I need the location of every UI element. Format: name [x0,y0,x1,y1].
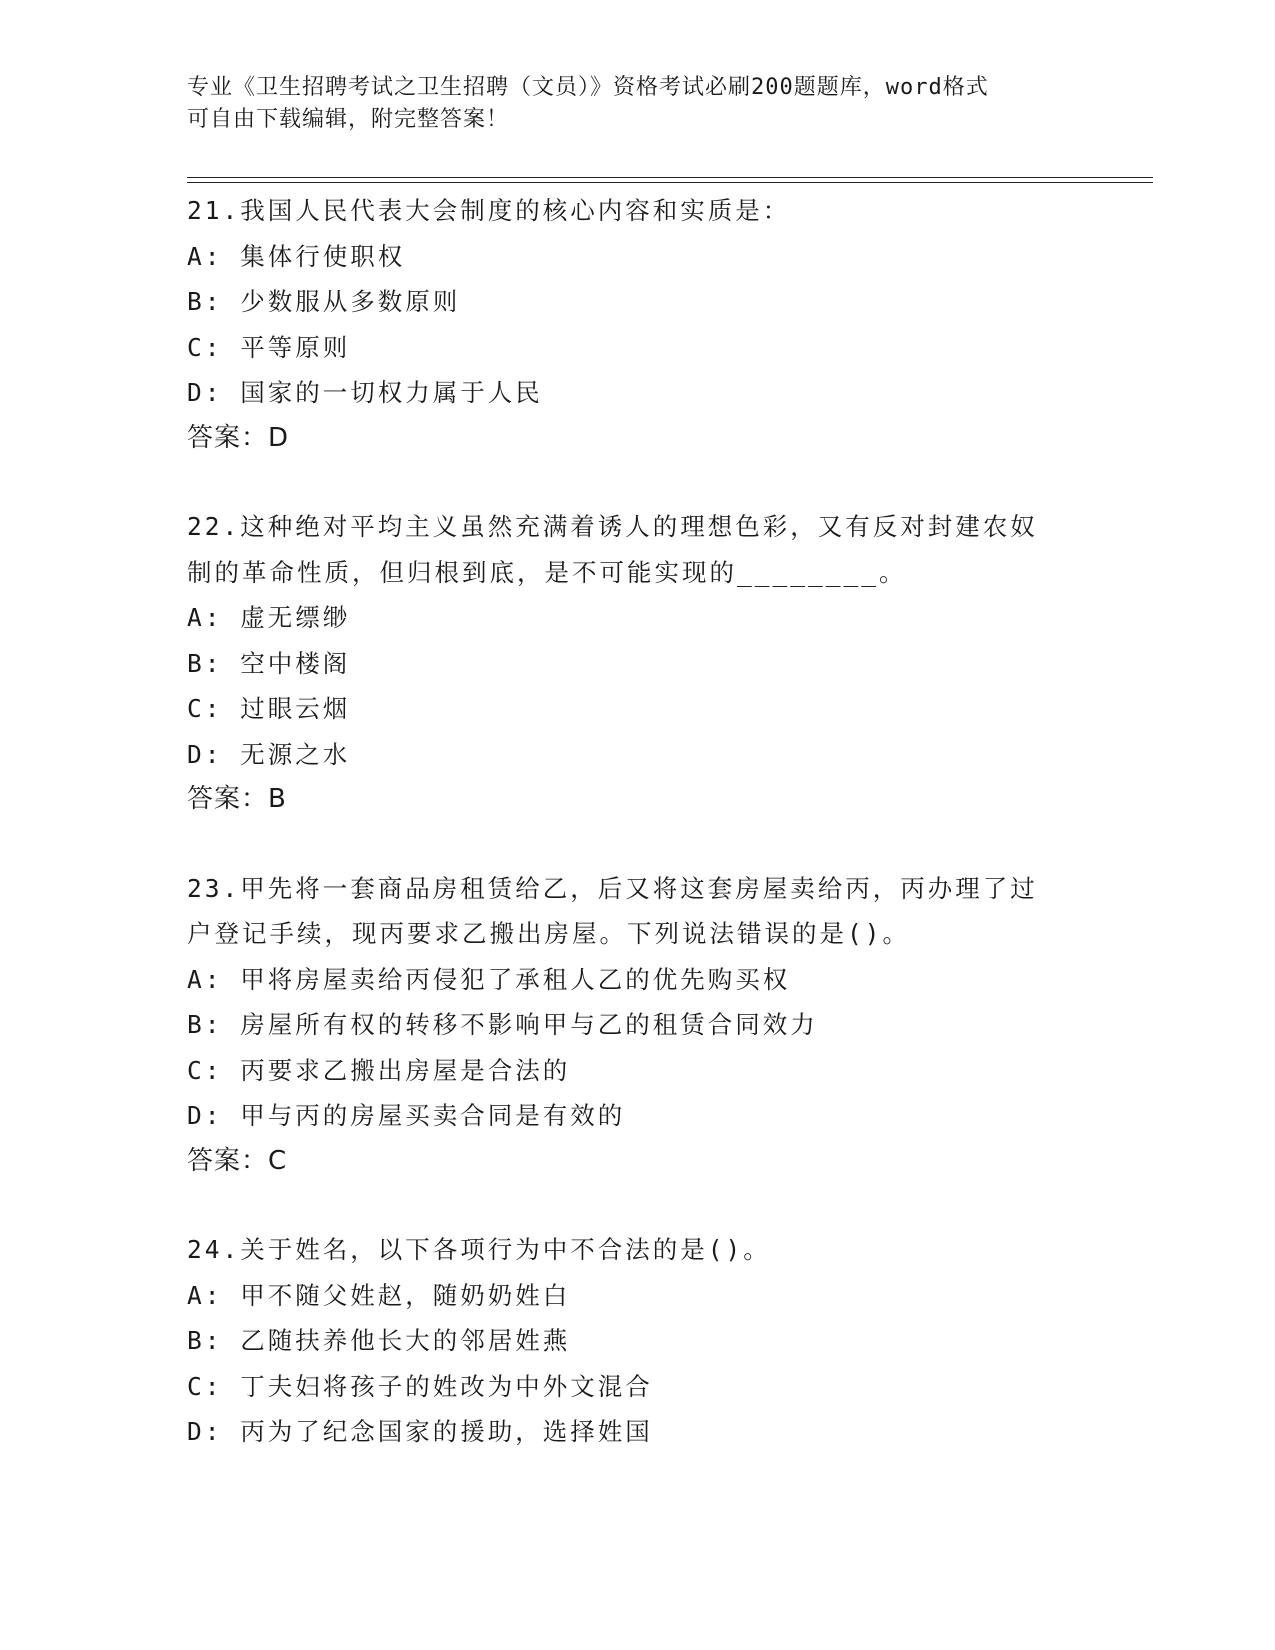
question-text-continued: 户登记手续，现丙要求乙搬出房屋。下列说法错误的是()。 [187,919,910,948]
option-c: C: 丙要求乙搬出房屋是合法的 [187,1055,571,1085]
question-text: 21.我国人民代表大会制度的核心内容和实质是： [187,196,791,225]
option-a: A: 甲将房屋卖给丙侵犯了承租人乙的优先购买权 [187,964,791,994]
option-c: C: 平等原则 [187,332,351,362]
option-c: C: 过眼云烟 [187,694,351,723]
option-b: B: 少数服从多数原则 [187,287,461,316]
option-d: D: 无源之水 [187,739,351,769]
header-divider-bottom [187,182,1153,183]
option-c: C: 丁夫妇将孩子的姓改为中外文混合 [187,1371,653,1401]
question-22 [187,504,1087,823]
answer-line: 答案：B [187,784,287,814]
document-header [187,72,1087,136]
question-list [187,188,1087,1498]
question-text: 23.甲先将一套商品房租赁给乙，后又将这套房屋卖给丙，丙办理了过 [187,873,1038,903]
option-b: B: 空中楼阁 [187,648,351,678]
question-21 [187,188,1087,461]
header-line-2: 可自由下载编辑，附完整答案！ [187,107,510,132]
header-line-1: 专业《卫生招聘考试之卫生招聘（文员）》资格考试必刷200题题库，word格式 [187,75,989,100]
option-a: A: 虚无缥缈 [187,603,351,632]
header-divider-top [187,177,1153,178]
answer-line: 答案：D [187,422,290,453]
option-a: A: 集体行使职权 [187,241,406,271]
option-b: B: 乙随扶养他长大的邻居姓燕 [187,1326,571,1355]
option-a: A: 甲不随父姓赵，随奶奶姓白 [187,1280,571,1310]
option-d: D: 丙为了纪念国家的援助，选择姓国 [187,1417,653,1446]
option-d: D: 甲与丙的房屋买卖合同是有效的 [187,1101,626,1130]
option-d: D: 国家的一切权力属于人民 [187,378,543,407]
question-text-continued: 制的革命性质，但归根到底，是不可能实现的________。 [187,557,907,587]
answer-line: 答案：C [187,1145,288,1176]
option-b: B: 房屋所有权的转移不影响甲与乙的租赁合同效力 [187,1010,818,1039]
question-24 [187,1227,1087,1455]
question-text: 24.关于姓名，以下各项行为中不合法的是()。 [187,1235,771,1264]
question-23 [187,866,1087,1185]
question-text: 22.这种绝对平均主义虽然充满着诱人的理想色彩，又有反对封建农奴 [187,512,1038,541]
